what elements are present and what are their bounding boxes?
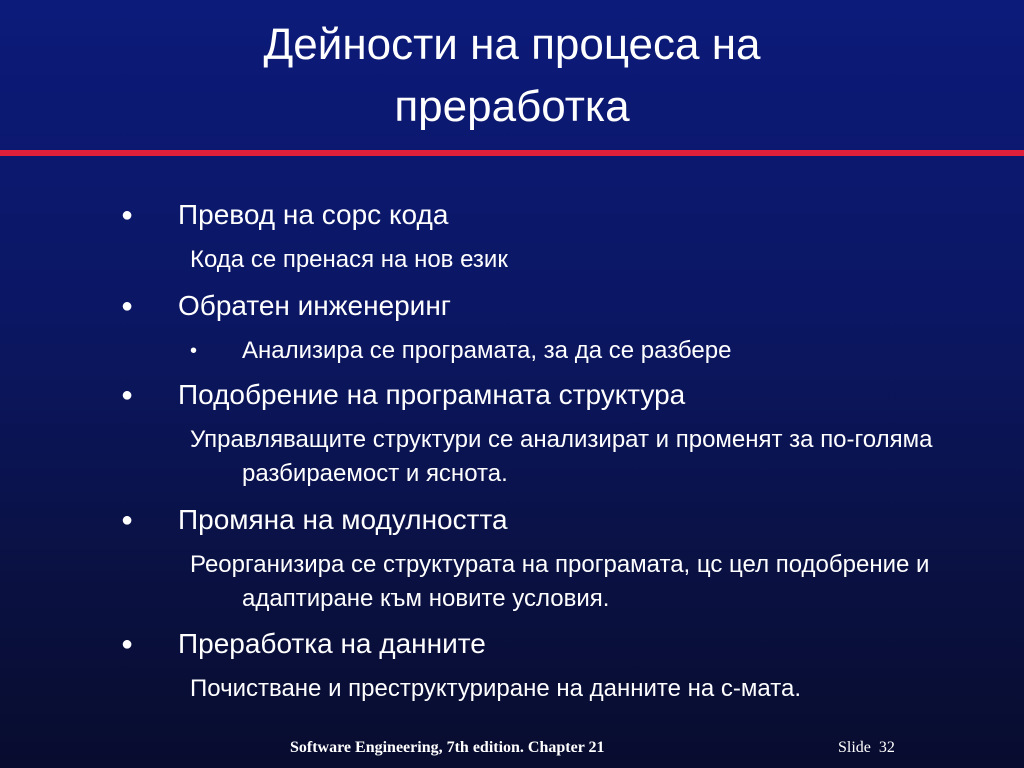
sub-item: Почистване и преструктуриране на данните на с-мата. bbox=[190, 675, 801, 702]
title-divider bbox=[0, 150, 1024, 156]
slide-number: 32 bbox=[878, 739, 895, 756]
sub-bullet-dot-icon: • bbox=[190, 340, 198, 362]
title-line-2: преработка bbox=[394, 82, 630, 131]
sub-item: Кода се пренася на нов език bbox=[190, 246, 508, 273]
footer-book-title: Software Engineering, 7th edition. Chapter 21 bbox=[290, 739, 605, 756]
bullet-label: Обратен инженеринг bbox=[178, 290, 451, 321]
footer-slide-number bbox=[838, 736, 895, 760]
sub-item: Реорганизира се структурата на програмата, цс цел подобрение и адаптиране към новите условия. bbox=[190, 551, 930, 612]
bullet-dot-icon: ● bbox=[121, 633, 134, 655]
slide-title bbox=[0, 14, 1024, 138]
bullet-label: Подобрение на програмната структура bbox=[178, 379, 686, 410]
slide-label: Slide bbox=[838, 739, 871, 756]
bullet-label: Промяна на модулността bbox=[178, 504, 508, 535]
bullet-dot-icon: ● bbox=[121, 384, 134, 406]
sub-item: Управляващите структури се анализират и променят за по-голяма разбираемост и яснота. bbox=[190, 426, 933, 487]
bullet-label: Превод на сорс кода bbox=[178, 199, 449, 230]
sub-bullet-label: Анализира се програмата, за да се разбере bbox=[242, 337, 732, 364]
bullet-dot-icon: ● bbox=[121, 295, 134, 317]
bullet-dot-icon: ● bbox=[121, 204, 134, 226]
bullet-dot-icon: ● bbox=[121, 509, 134, 531]
bullet-label: Преработка на данните bbox=[178, 628, 486, 659]
title-line-1: Дейности на процеса на bbox=[263, 20, 761, 69]
